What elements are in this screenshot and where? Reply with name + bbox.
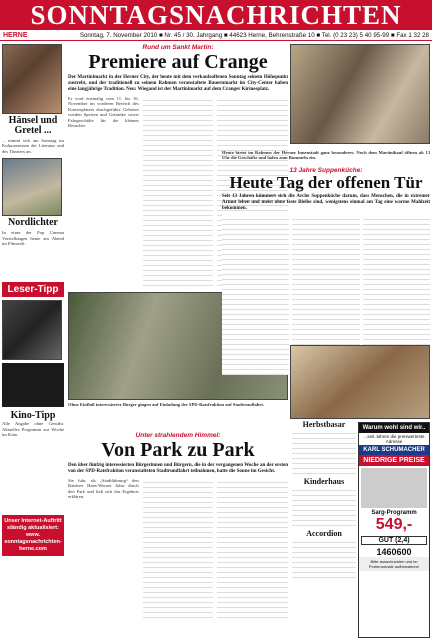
third-columns [68, 478, 288, 618]
left-photo-3 [2, 300, 62, 360]
third-kicker: Unter strahlendem Himmel: [135, 432, 221, 439]
ad-warum-sub: ...seit Jahren die preiswerteste Adresse [363, 434, 425, 444]
ad-warum: Warum wohl sind wir.. [359, 423, 429, 433]
lead-headline: Premiere auf Crange [88, 51, 268, 73]
group-photo-caption: Ohne Einfluß interessierter Bürger gingen auf Einladung der SPD-Ratsfraktion auf Stadtrundfahrt. [68, 402, 265, 407]
item2-title: Nordlichter [8, 217, 58, 229]
kinderhaus-text [292, 486, 356, 526]
second-col1 [222, 215, 289, 375]
lead-body-col2 [143, 96, 214, 286]
herbstbasar-text [292, 429, 356, 474]
left-column [2, 44, 64, 638]
lead-kicker: Rund um Sankt Martin: [142, 44, 214, 51]
kino-tipp-title: Kino-Tipp [10, 410, 56, 422]
kinderhaus-title: Kinderhaus [303, 477, 345, 486]
sidebar-boxes [292, 420, 356, 578]
ad-phone[interactable]: 1460600 [376, 547, 412, 557]
ad-foot: Bitte ausschneiden und im Portemonnaie aufbewahren! [359, 557, 429, 571]
internet-promo[interactable]: Unser Internet-Auftritt ständig aktualisiert: www. sonntagsnachrichten-herne.com [2, 515, 64, 556]
left-photo-1 [2, 44, 62, 114]
accordion-title: Accordion [306, 529, 342, 538]
second-story [222, 150, 430, 375]
masthead-title: SONNTAGSNACHRICHTEN [30, 0, 402, 30]
third-subhead: Den über fünfzig interessierten Bürgerinnen und Bürgern, die in der vergangenen Woche an der ersten von der SPD-Ratsfraktion veranstalteten Stadtrundfahrt teilnahmen, hatte die Sonne im Gesicht. [68, 463, 288, 474]
third-headline: Von Park zu Park [101, 439, 255, 461]
lead-subhead: Der Martinimarkt in der Herner City, der heute mit dem verkaufsoffenen Sonntag seinem Höhepunkt zustrebt, und der traditionell zu seinem Rahmen veranstaltete Bauernmarkt im City-Center haben eine langjährige Tradition. Neu: Wiegand ist der Martinimarkt auf dem Cranger Kirmesplatz. [68, 75, 288, 92]
ad-price: 549,- [375, 516, 413, 533]
second-kicker: 13 Jahre Suppenküche: [289, 166, 363, 174]
third-col3 [217, 478, 288, 618]
third-col2 [143, 478, 214, 618]
third-body: Sie fuhr, als „Stadtführung“ den Ratsherr Hans-Werner Jobst durch den Park und ließ sich das Ergebnis erklären. [68, 478, 139, 500]
ad-gut: GUT (2,4) [361, 536, 427, 545]
dateline-city: HERNE [3, 32, 28, 39]
dateline [0, 30, 432, 41]
item1-text: ... nimmt sich am Sonntag im Kulturzentrum der Literatur und des Theaters an. [2, 138, 64, 154]
third-story [68, 432, 288, 618]
item1-title: Hänsel und Gretel ... [8, 115, 58, 136]
kino-tipp-text: Alle Angabe ohne Gewähr. Aktuelles Programm zur Woche im Kino. [2, 421, 64, 438]
dateline-info: Sonntag, 7. November 2010 ■ Nr. 45 / 30. Jahrgang ■ 44623 Herne, Behrenstraße 10 ■ Tel. (0 23 23) 5 40 95-99 ■ Fax 1 32 28 [79, 32, 429, 39]
herbstbasar-title: Herbstbasar [302, 420, 346, 429]
soup-kitchen-photo [290, 345, 430, 419]
ad-sarg: Sarg-Programm [371, 510, 417, 516]
leser-tipp-banner: Leser-Tipp [2, 282, 64, 297]
second-headline: Heute Tag der offenen Tür [229, 172, 423, 192]
movie-poster [2, 363, 64, 407]
second-subhead: Seit 13 Jahren kümmert sich die Arche Suppenküche darum, dass Menschen, die in extremer Armut leben und meist ohne feste Bleibe sind, wenigstens einmal am Tag eine warme Mahlzeit bekommen. [222, 193, 430, 211]
top-photo-caption: Heute bietet im Rahmen der Herner Innenstadt ganz besonderes: Noch dem Martinikauf öffnen ab 13 Uhr die Geschäfte und laden zum Bummeln ein. [222, 150, 430, 161]
lead-body: Er wird erstmalig vom 11. bis 16. November im vorderen Bereich des Kirmesplatzes durchgeführt. Geboten werden Speisen und Getränke sowie Fahrgeschäfte für die kleinen Besucher. [68, 96, 139, 129]
ad-schumacher-name: KARL SCHUMACHER [359, 445, 429, 455]
market-photo [290, 44, 430, 144]
item2-text: In einer der Pop Cinema Vorstellungen heute am Abend im Filmwelt. [2, 230, 64, 247]
accordion-text [292, 538, 356, 578]
ad-image [361, 468, 427, 508]
left-photo-2 [2, 158, 62, 216]
ad-schumacher[interactable] [358, 422, 430, 638]
masthead [0, 0, 432, 30]
ad-niedrige: NIEDRIGE PREISE [359, 455, 429, 466]
